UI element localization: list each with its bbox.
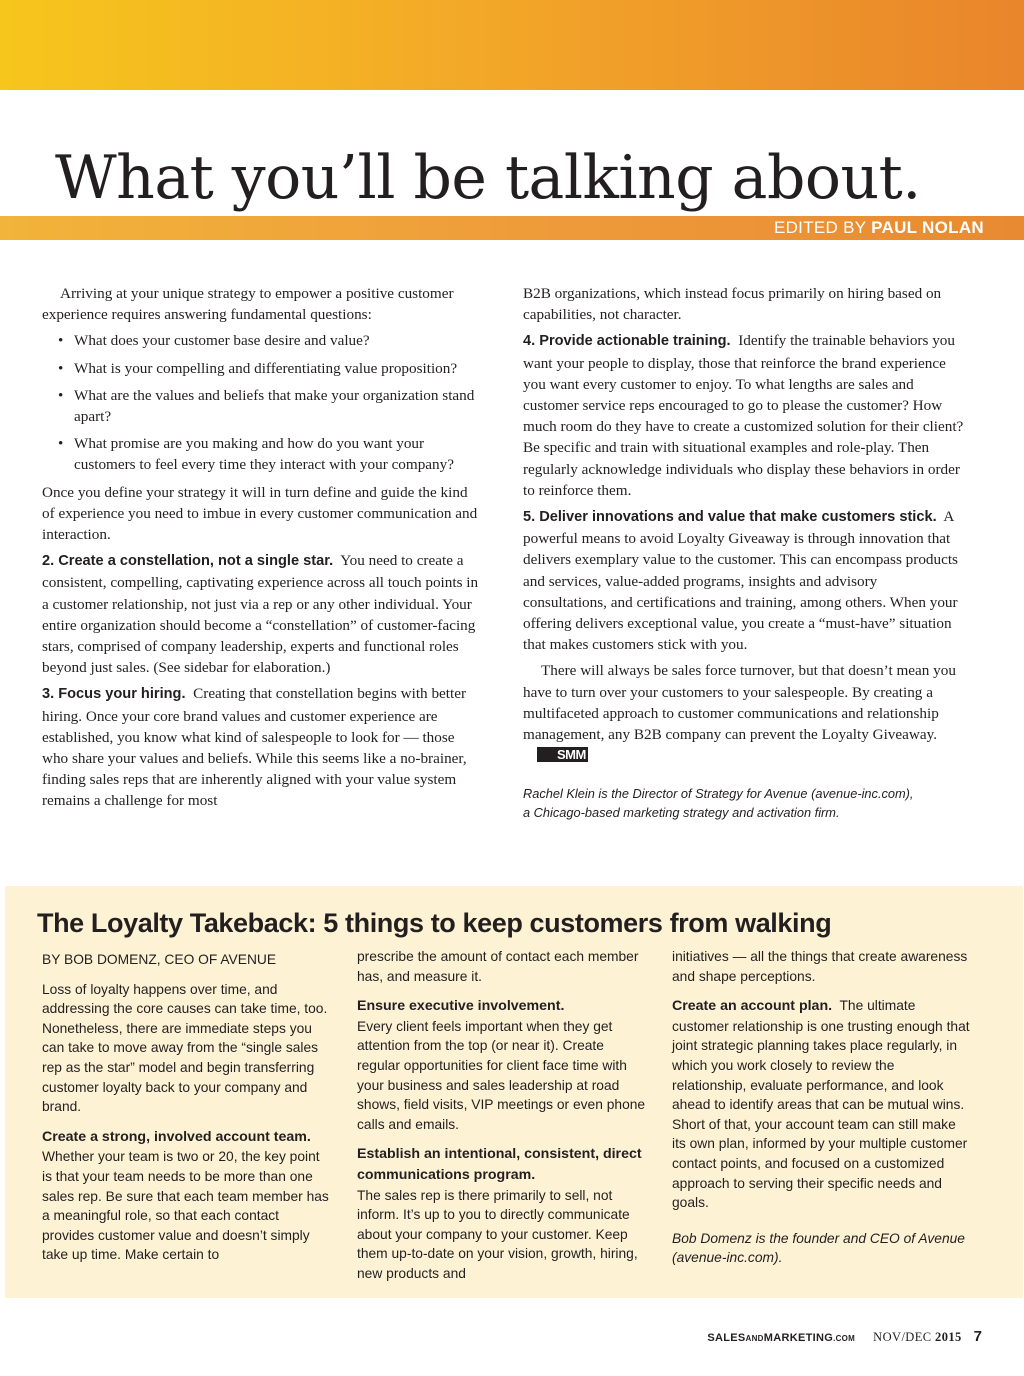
- sidebar-item-1-heading: Create a strong, involved account team.: [42, 1128, 311, 1145]
- footer-year: 2015: [935, 1330, 962, 1344]
- sidebar-item-1-continued: prescribe the amount of contact each member has, and measure it.: [357, 949, 639, 984]
- sidebar-item-1-body: Whether your team is two or 20, the key point is that your team needs to be more than one sales rep. Be sure that each team member has a meaningful role, so that each contact provides customer value and doesn’t simply take up time. Make certain to: [42, 1149, 329, 1263]
- sidebar-item-2: [357, 996, 647, 1134]
- sidebar-item-3-heading: Establish an intentional, consistent, direct communications program.: [357, 1146, 642, 1183]
- footer-site-part: .COM: [833, 1334, 856, 1343]
- header-color-bar: [0, 0, 1024, 90]
- author-bio-line1: Rachel Klein is the Director of Strategy for Avenue (avenue-inc.com),: [523, 786, 914, 802]
- footer-site: [707, 1332, 855, 1344]
- article-column-right: [523, 283, 965, 822]
- question-list: [42, 330, 482, 475]
- edited-by-label: EDITED BY: [773, 218, 867, 237]
- page-footer: [707, 1328, 982, 1345]
- footer-site-part: MARKETING: [763, 1332, 834, 1344]
- section-5-body: A powerful means to avoid Loyalty Giveaway is through innovation that delivers exemplary value to the customer. This can encompass products and services, value-added programs, insights and advisory consultations, and certifications and training, among others. When your offering delivers exceptional value, you create a “must-have” situation that makes customers stick with you.: [523, 508, 958, 654]
- section-5-heading: 5. Deliver innovations and value that make customers stick.: [523, 509, 937, 526]
- list-item: • What are the values and beliefs that make your organization stand apart?: [74, 385, 482, 427]
- section-3: [42, 683, 482, 811]
- sidebar-item-2-heading: Ensure executive involvement.: [357, 998, 565, 1015]
- end-mark-logo: SMM: [537, 747, 588, 762]
- section-3-body: Creating that constellation begins with better hiring. Once your core brand values and customer experience are established, you know what kind of salespeople to look for — those who share your values and beliefs. While this seems like a no-brainer, finding sales reps that are inherently aligned with your value system remains a challenge for most: [42, 685, 467, 810]
- sidebar-author-bio: Bob Domenz is the founder and CEO of Avenue (avenue-inc.com).: [672, 1230, 965, 1266]
- footer-site-part: SALES: [707, 1332, 746, 1344]
- sidebar-byline: BY BOB DOMENZ, CEO OF AVENUE: [42, 952, 277, 967]
- footer-site-part: AND: [745, 1334, 764, 1343]
- section-3-continued: B2B organizations, which instead focus primarily on hiring based on capabilities, not character.: [523, 285, 942, 324]
- footer-issue-date: [873, 1330, 962, 1344]
- sidebar-column-2: [357, 947, 647, 1294]
- author-bio: [523, 784, 965, 822]
- section-4-heading: 4. Provide actionable training.: [523, 333, 731, 350]
- sidebar-item-3: [357, 1144, 647, 1283]
- section-4: [523, 330, 965, 501]
- page-number: 7: [973, 1328, 982, 1345]
- list-item: • What promise are you making and how do you want your customers to feel every time they interact with your company?: [74, 433, 482, 475]
- paragraph-after-bullets: Once you define your strategy it will in turn define and guide the kind of experience you need to imbue in every customer communication and interaction.: [42, 483, 478, 544]
- section-2-heading: 2. Create a constellation, not a single star.: [42, 553, 334, 570]
- sidebar-column-1: [42, 950, 332, 1265]
- section-2-body: You need to create a consistent, compelling, captivating experience across all touch points in a customer relationship, not just via a rep or any other individual. Your entire organization should become a “constellation” of customer-facing stars, comprised of company leadership, experts and functional roles beyond just sales. (See sidebar for elaboration.): [42, 552, 479, 677]
- page-title: What you’ll be talking about.: [55, 143, 921, 213]
- sidebar-item-4: [672, 996, 972, 1213]
- editor-byline: [774, 216, 984, 240]
- sidebar-column-3: [672, 947, 972, 1278]
- editor-name: PAUL NOLAN: [871, 218, 984, 237]
- footer-date: NOV/DEC: [873, 1330, 932, 1344]
- sidebar-item-1: [42, 1127, 332, 1265]
- list-item: • What does your customer base desire and value?: [74, 330, 482, 351]
- sidebar-title: The Loyalty Takeback: 5 things to keep customers from walking: [37, 908, 832, 938]
- sidebar-item-3-continued: initiatives — all the things that create awareness and shape perceptions.: [672, 949, 968, 984]
- closing-text: There will always be sales force turnover, but that doesn’t mean you have to turn over your customers to your salespeople. By creating a multifaceted approach to customer communications and relationship management, any B2B company can prevent the Loyalty Giveaway.: [523, 662, 956, 744]
- author-bio-line2: a Chicago-based marketing strategy and activation firm.: [523, 805, 840, 821]
- sidebar-item-3-body: The sales rep is there primarily to sell, not inform. It’s up to you to directly communicate about your company to your customer. Keep them up-to-date on your vision, growth, hiring, new products and: [357, 1187, 638, 1281]
- sidebar-intro: Loss of loyalty happens over time, and addressing the core causes can take time, too. Nonetheless, there are immediate steps you can take to move away from the “single sales rep as the star” model and begin transferring customer loyalty back to your company and brand.: [42, 981, 328, 1115]
- section-3-heading: 3. Focus your hiring.: [42, 686, 186, 703]
- closing-paragraph: [523, 660, 965, 766]
- list-item: • What is your compelling and differentiating value proposition?: [74, 358, 482, 379]
- article-column-left: [42, 283, 482, 817]
- sidebar-item-4-heading: Create an account plan.: [672, 998, 833, 1015]
- section-2: [42, 550, 482, 678]
- sidebar-item-2-body: Every client feels important when they get attention from the top (or near it). Create regular opportunities for client face time with your business and sales leadership at road shows, field visits, VIP meetings or even phone calls and emails.: [357, 1018, 646, 1132]
- sidebar-item-4-body: The ultimate customer relationship is one trusting enough that joint strategic planning takes place regularly, in which you work closely to review the relationship, evaluate performance, and look ahead to identify areas that can be mutual wins. Short of that, your account team can still make its own plan, informed by your multiple customer contact points, and focused on a customized approach to serving their specific needs and goals.: [672, 998, 970, 1211]
- section-4-body: Identify the trainable behaviors you want your people to display, those that reinforce the brand experience you want every customer to enjoy. To what lengths are sales and customer service reps encouraged to go to please the customer? How much room do they have to create a customized solution for their client? Be specific and train with situational examples and role-play. Then regularly acknowledge individuals who display these behaviors in order to reinforce them.: [523, 332, 964, 499]
- section-5: [523, 506, 965, 655]
- article-intro: Arriving at your unique strategy to empower a positive customer experience requires answering fundamental questions:: [42, 285, 454, 324]
